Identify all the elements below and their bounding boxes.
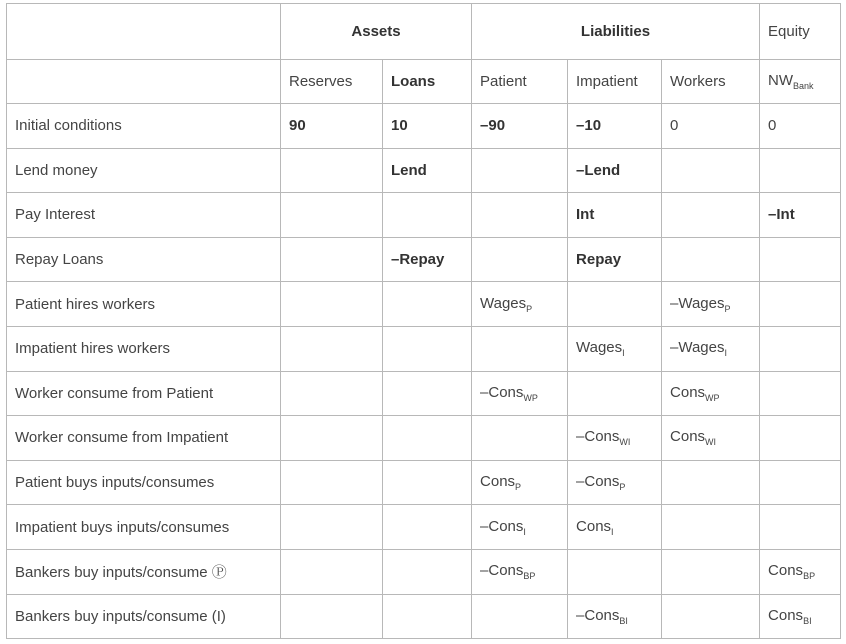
impatient-value: Repay [576, 251, 622, 269]
nw-cell [760, 371, 841, 416]
patient-cell [472, 460, 568, 505]
blank-header-cell [7, 60, 281, 104]
nw-value: 0 [768, 117, 777, 135]
workers-subscript: I [724, 348, 728, 359]
row-label: Impatient buys inputs/consumes [7, 505, 281, 550]
header-row-2 [7, 60, 841, 104]
loans-cell [383, 416, 472, 461]
nw-cell [760, 193, 841, 238]
loans-cell [383, 371, 472, 416]
impatient-value: –Cons [576, 428, 620, 446]
nw-cell [760, 104, 841, 149]
patient-cell [472, 326, 568, 371]
workers-header: Workers [662, 60, 760, 104]
equity-header: Equity [760, 4, 841, 60]
impatient-cell [568, 460, 662, 505]
workers-cell [662, 594, 760, 639]
table-row [7, 104, 841, 149]
loans-cell [383, 193, 472, 238]
impatient-subscript: WI [619, 437, 631, 448]
row-label: Pay Interest [7, 193, 281, 238]
nw-value: Cons [768, 562, 804, 580]
table-row [7, 193, 841, 238]
patient-value: Cons [480, 473, 516, 491]
reserves-cell [281, 416, 383, 461]
loans-cell [383, 594, 472, 639]
workers-value: –Wages [670, 339, 725, 357]
nw-cell [760, 326, 841, 371]
nw-cell [760, 594, 841, 639]
nw-cell [760, 282, 841, 327]
reserves-cell [281, 594, 383, 639]
table-row [7, 148, 841, 193]
impatient-cell [568, 148, 662, 193]
assets-header: Assets [281, 4, 472, 60]
loans-value: 10 [391, 117, 408, 135]
header-row-1 [7, 4, 841, 60]
patient-subscript: I [523, 526, 526, 537]
workers-cell [662, 549, 760, 594]
patient-value: Wages [480, 294, 527, 312]
row-label: Repay Loans [7, 237, 281, 282]
workers-subscript: P [724, 303, 731, 314]
workers-cell [662, 237, 760, 282]
workers-value: 0 [670, 117, 679, 135]
patient-header: Patient [472, 60, 568, 104]
patient-cell [472, 282, 568, 327]
workers-cell [662, 193, 760, 238]
impatient-cell [568, 237, 662, 282]
table-row [7, 594, 841, 639]
workers-cell [662, 460, 760, 505]
impatient-subscript: BI [619, 615, 628, 626]
impatient-cell [568, 505, 662, 550]
impatient-subscript: I [611, 526, 614, 537]
table-row [7, 371, 841, 416]
workers-cell [662, 371, 760, 416]
nw-label: NW [768, 72, 794, 89]
row-label: Initial conditions [7, 104, 281, 149]
table-row [7, 237, 841, 282]
patient-cell [472, 371, 568, 416]
row-label: Worker consume from Impatient [7, 416, 281, 461]
nw-subscript: BI [803, 615, 812, 626]
impatient-subscript: I [622, 348, 625, 359]
impatient-cell [568, 549, 662, 594]
table-row [7, 326, 841, 371]
workers-cell [662, 505, 760, 550]
patient-value: –Cons [480, 562, 524, 580]
nw-cell [760, 416, 841, 461]
impatient-value: –Cons [576, 606, 620, 624]
impatient-value: –Lend [576, 161, 621, 179]
workers-value: Cons [670, 383, 706, 401]
reserves-cell [281, 193, 383, 238]
impatient-value: –10 [576, 117, 602, 135]
reserves-header: Reserves [281, 60, 383, 104]
loans-cell [383, 282, 472, 327]
nw-value: Cons [768, 606, 804, 624]
workers-cell [662, 326, 760, 371]
table-row [7, 416, 841, 461]
table-row [7, 549, 841, 594]
reserves-value: 90 [289, 117, 306, 135]
loans-cell [383, 148, 472, 193]
workers-value: –Wages [670, 294, 725, 312]
workers-cell [662, 282, 760, 327]
patient-subscript: BP [523, 571, 536, 582]
reserves-cell [281, 282, 383, 327]
reserves-cell [281, 326, 383, 371]
patient-cell [472, 549, 568, 594]
workers-cell [662, 416, 760, 461]
patient-subscript: P [515, 482, 522, 493]
workers-subscript: WI [705, 437, 717, 448]
workers-cell [662, 104, 760, 149]
loans-cell [383, 505, 472, 550]
patient-subscript: WP [523, 392, 538, 403]
patient-cell [472, 104, 568, 149]
impatient-value: Cons [576, 517, 612, 535]
reserves-cell [281, 104, 383, 149]
impatient-header: Impatient [568, 60, 662, 104]
loans-header: Loans [383, 60, 472, 104]
loans-value: Lend [391, 161, 427, 179]
nw-subscript: Bank [793, 81, 814, 91]
reserves-cell [281, 237, 383, 282]
workers-subscript: WP [705, 392, 720, 403]
patient-cell [472, 148, 568, 193]
reserves-cell [281, 505, 383, 550]
table-row [7, 282, 841, 327]
nw-cell [760, 148, 841, 193]
impatient-value: –Cons [576, 473, 620, 491]
impatient-subscript: P [619, 482, 626, 493]
patient-value: –Cons [480, 383, 524, 401]
impatient-value: Int [576, 206, 595, 224]
reserves-cell [281, 549, 383, 594]
reserves-cell [281, 148, 383, 193]
patient-cell [472, 237, 568, 282]
nw-subscript: BP [803, 571, 816, 582]
workers-cell [662, 148, 760, 193]
patient-cell [472, 505, 568, 550]
nw-cell [760, 460, 841, 505]
nw-bank-header [760, 60, 841, 104]
impatient-cell [568, 282, 662, 327]
nw-cell [760, 237, 841, 282]
impatient-cell [568, 193, 662, 238]
loans-cell [383, 326, 472, 371]
reserves-cell [281, 371, 383, 416]
table-row [7, 505, 841, 550]
corner-cell [7, 4, 281, 60]
impatient-cell [568, 104, 662, 149]
nw-cell [760, 549, 841, 594]
loans-value: –Repay [391, 251, 445, 269]
row-label: Bankers buy inputs/consume Ⓟ [7, 549, 281, 594]
impatient-cell [568, 371, 662, 416]
row-label: Patient buys inputs/consumes [7, 460, 281, 505]
loans-cell [383, 549, 472, 594]
balance-sheet-table [6, 3, 841, 639]
row-label: Worker consume from Patient [7, 371, 281, 416]
patient-cell [472, 193, 568, 238]
row-label: Patient hires workers [7, 282, 281, 327]
patient-subscript: P [526, 303, 533, 314]
row-label: Bankers buy inputs/consume (I) [7, 594, 281, 639]
patient-cell [472, 416, 568, 461]
impatient-cell [568, 416, 662, 461]
liabilities-header: Liabilities [472, 4, 760, 60]
workers-value: Cons [670, 428, 706, 446]
reserves-cell [281, 460, 383, 505]
table-row [7, 460, 841, 505]
patient-value: –90 [480, 117, 506, 135]
impatient-cell [568, 326, 662, 371]
patient-cell [472, 594, 568, 639]
row-label: Impatient hires workers [7, 326, 281, 371]
loans-cell [383, 237, 472, 282]
impatient-value: Wages [576, 339, 623, 357]
row-label: Lend money [7, 148, 281, 193]
patient-value: –Cons [480, 517, 524, 535]
nw-cell [760, 505, 841, 550]
impatient-cell [568, 594, 662, 639]
nw-value: –Int [768, 206, 795, 224]
loans-cell [383, 104, 472, 149]
loans-cell [383, 460, 472, 505]
